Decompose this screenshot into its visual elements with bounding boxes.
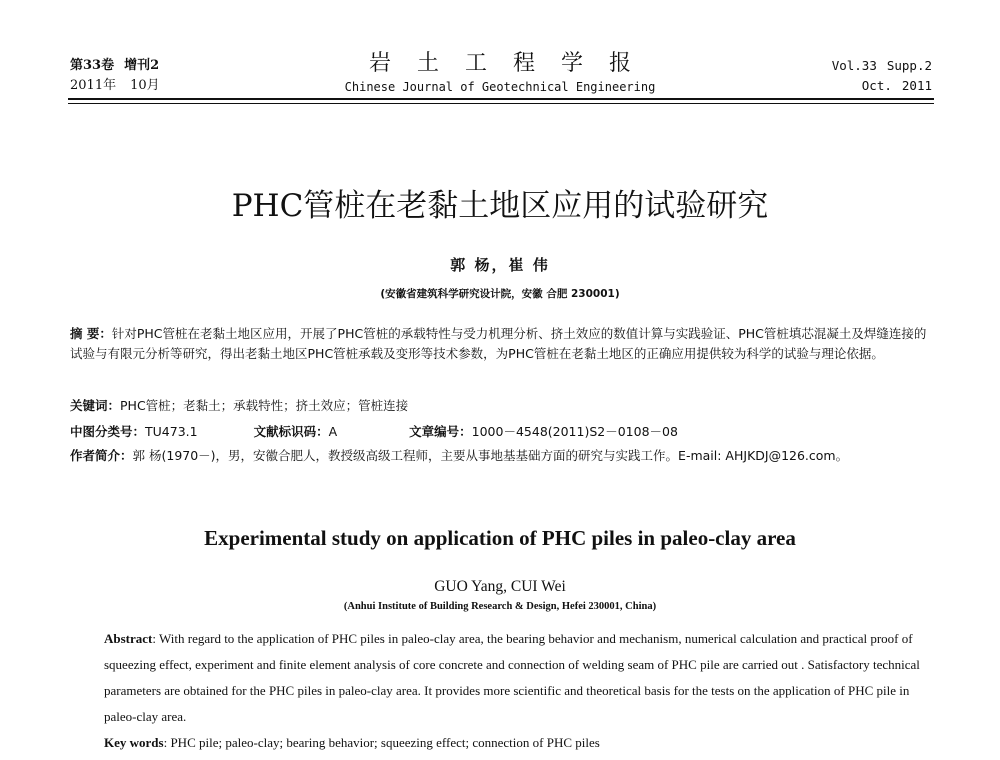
author-intro-text: 郭 杨(1970－)，男，安徽合肥人，教授级高级工程师，主要从事地基基础方面的研究与实践工作。E-mail: AHJKDJ@126.com。 — [132, 448, 849, 463]
header-issue-info-en — [832, 56, 932, 96]
supplement-en: Supp.2 — [886, 58, 932, 73]
journal-masthead — [300, 50, 700, 96]
journal-title-cn: 岩土工程学报 — [368, 51, 657, 76]
month-cn: 10月 — [130, 78, 160, 93]
article-number-value: 1000－4548(2011)S2－0108－08 — [471, 424, 678, 439]
abstract-cn — [70, 324, 938, 364]
classification-line — [70, 422, 938, 442]
year-en: 2011 — [901, 78, 932, 93]
keywords-en-label: Key words — [104, 735, 164, 750]
document-code-value: A — [328, 424, 338, 439]
volume-cn: 第33卷 — [70, 58, 115, 73]
author-introduction — [70, 446, 938, 466]
affiliation-en: (Anhui Institute of Building Research & Design, Hefei 230001, China) — [343, 601, 657, 612]
header-issue-info-cn — [70, 56, 160, 96]
abstract-cn-text: 针对PHC管桩在老黏土地区应用，开展了PHC管桩的承载特性与受力机理分析、挤土效应的数值计算与实践验证、PHC管桩填芯混凝土及焊缝连接的试验与有限元分析等研究，得出老黏土地区PHC管桩承载及变形等技术参数，为PHC管桩在老黏土地区的正确应用提供较为科学的试验与理论依据。 — [70, 326, 927, 361]
authors-en: GUO Yang, CUI Wei — [434, 578, 566, 595]
article-number — [409, 422, 678, 442]
volume-en: Vol.33 — [831, 58, 877, 73]
paper-title-cn: PHC管桩在老黏土地区应用的试验研究 — [231, 188, 769, 224]
clc-number — [70, 422, 198, 442]
supplement-cn: 增刊2 — [124, 58, 160, 73]
keywords-en-text: : PHC pile; paleo-clay; bearing behavior; squeezing effect; connection of PHC piles — [163, 735, 600, 750]
journal-title-en: Chinese Journal of Geotechnical Engineering — [344, 80, 656, 94]
abstract-en-text: : With regard to the application of PHC piles in paleo-clay area, the bearing behavior and mechanism, numerical calculation and practical proof of squeezing effect, experiment and finite element analysis of core concrete and connection of welding seam of PHC pile are carried out . Satisfactory technical parameters are obtained for the PHC piles in paleo-clay area. It provides more scientific and theoretical basis for the tests on the application of PHC pile in paleo-clay area. — [104, 631, 920, 724]
authors-cn: 郭 杨，崔 伟 — [450, 256, 550, 274]
article-number-label: 文章编号： — [409, 424, 472, 439]
author-intro-label: 作者简介： — [70, 448, 133, 463]
document-code — [254, 422, 338, 442]
month-en: Oct. — [861, 78, 892, 93]
affiliation-cn: (安徽省建筑科学研究设计院，安徽 合肥 230001) — [380, 288, 620, 300]
keywords-cn-label: 关键词： — [70, 398, 121, 413]
abstract-en-label: Abstract — [104, 631, 153, 646]
paper-title-en: Experimental study on application of PHC piles in paleo-clay area — [204, 526, 796, 550]
header-rule-thick — [68, 98, 934, 100]
document-code-label: 文献标识码： — [253, 424, 329, 439]
abstract-en — [104, 626, 936, 730]
abstract-cn-label: 摘 要： — [70, 326, 112, 341]
clc-value: TU473.1 — [145, 424, 198, 439]
keywords-cn — [70, 396, 938, 416]
keywords-cn-text: PHC管桩；老黏土；承载特性；挤土效应；管桩连接 — [120, 398, 409, 413]
clc-label: 中图分类号： — [70, 424, 146, 439]
keywords-en — [104, 733, 936, 753]
year-cn: 2011年 — [70, 78, 117, 93]
header-rule-thin — [68, 103, 934, 104]
